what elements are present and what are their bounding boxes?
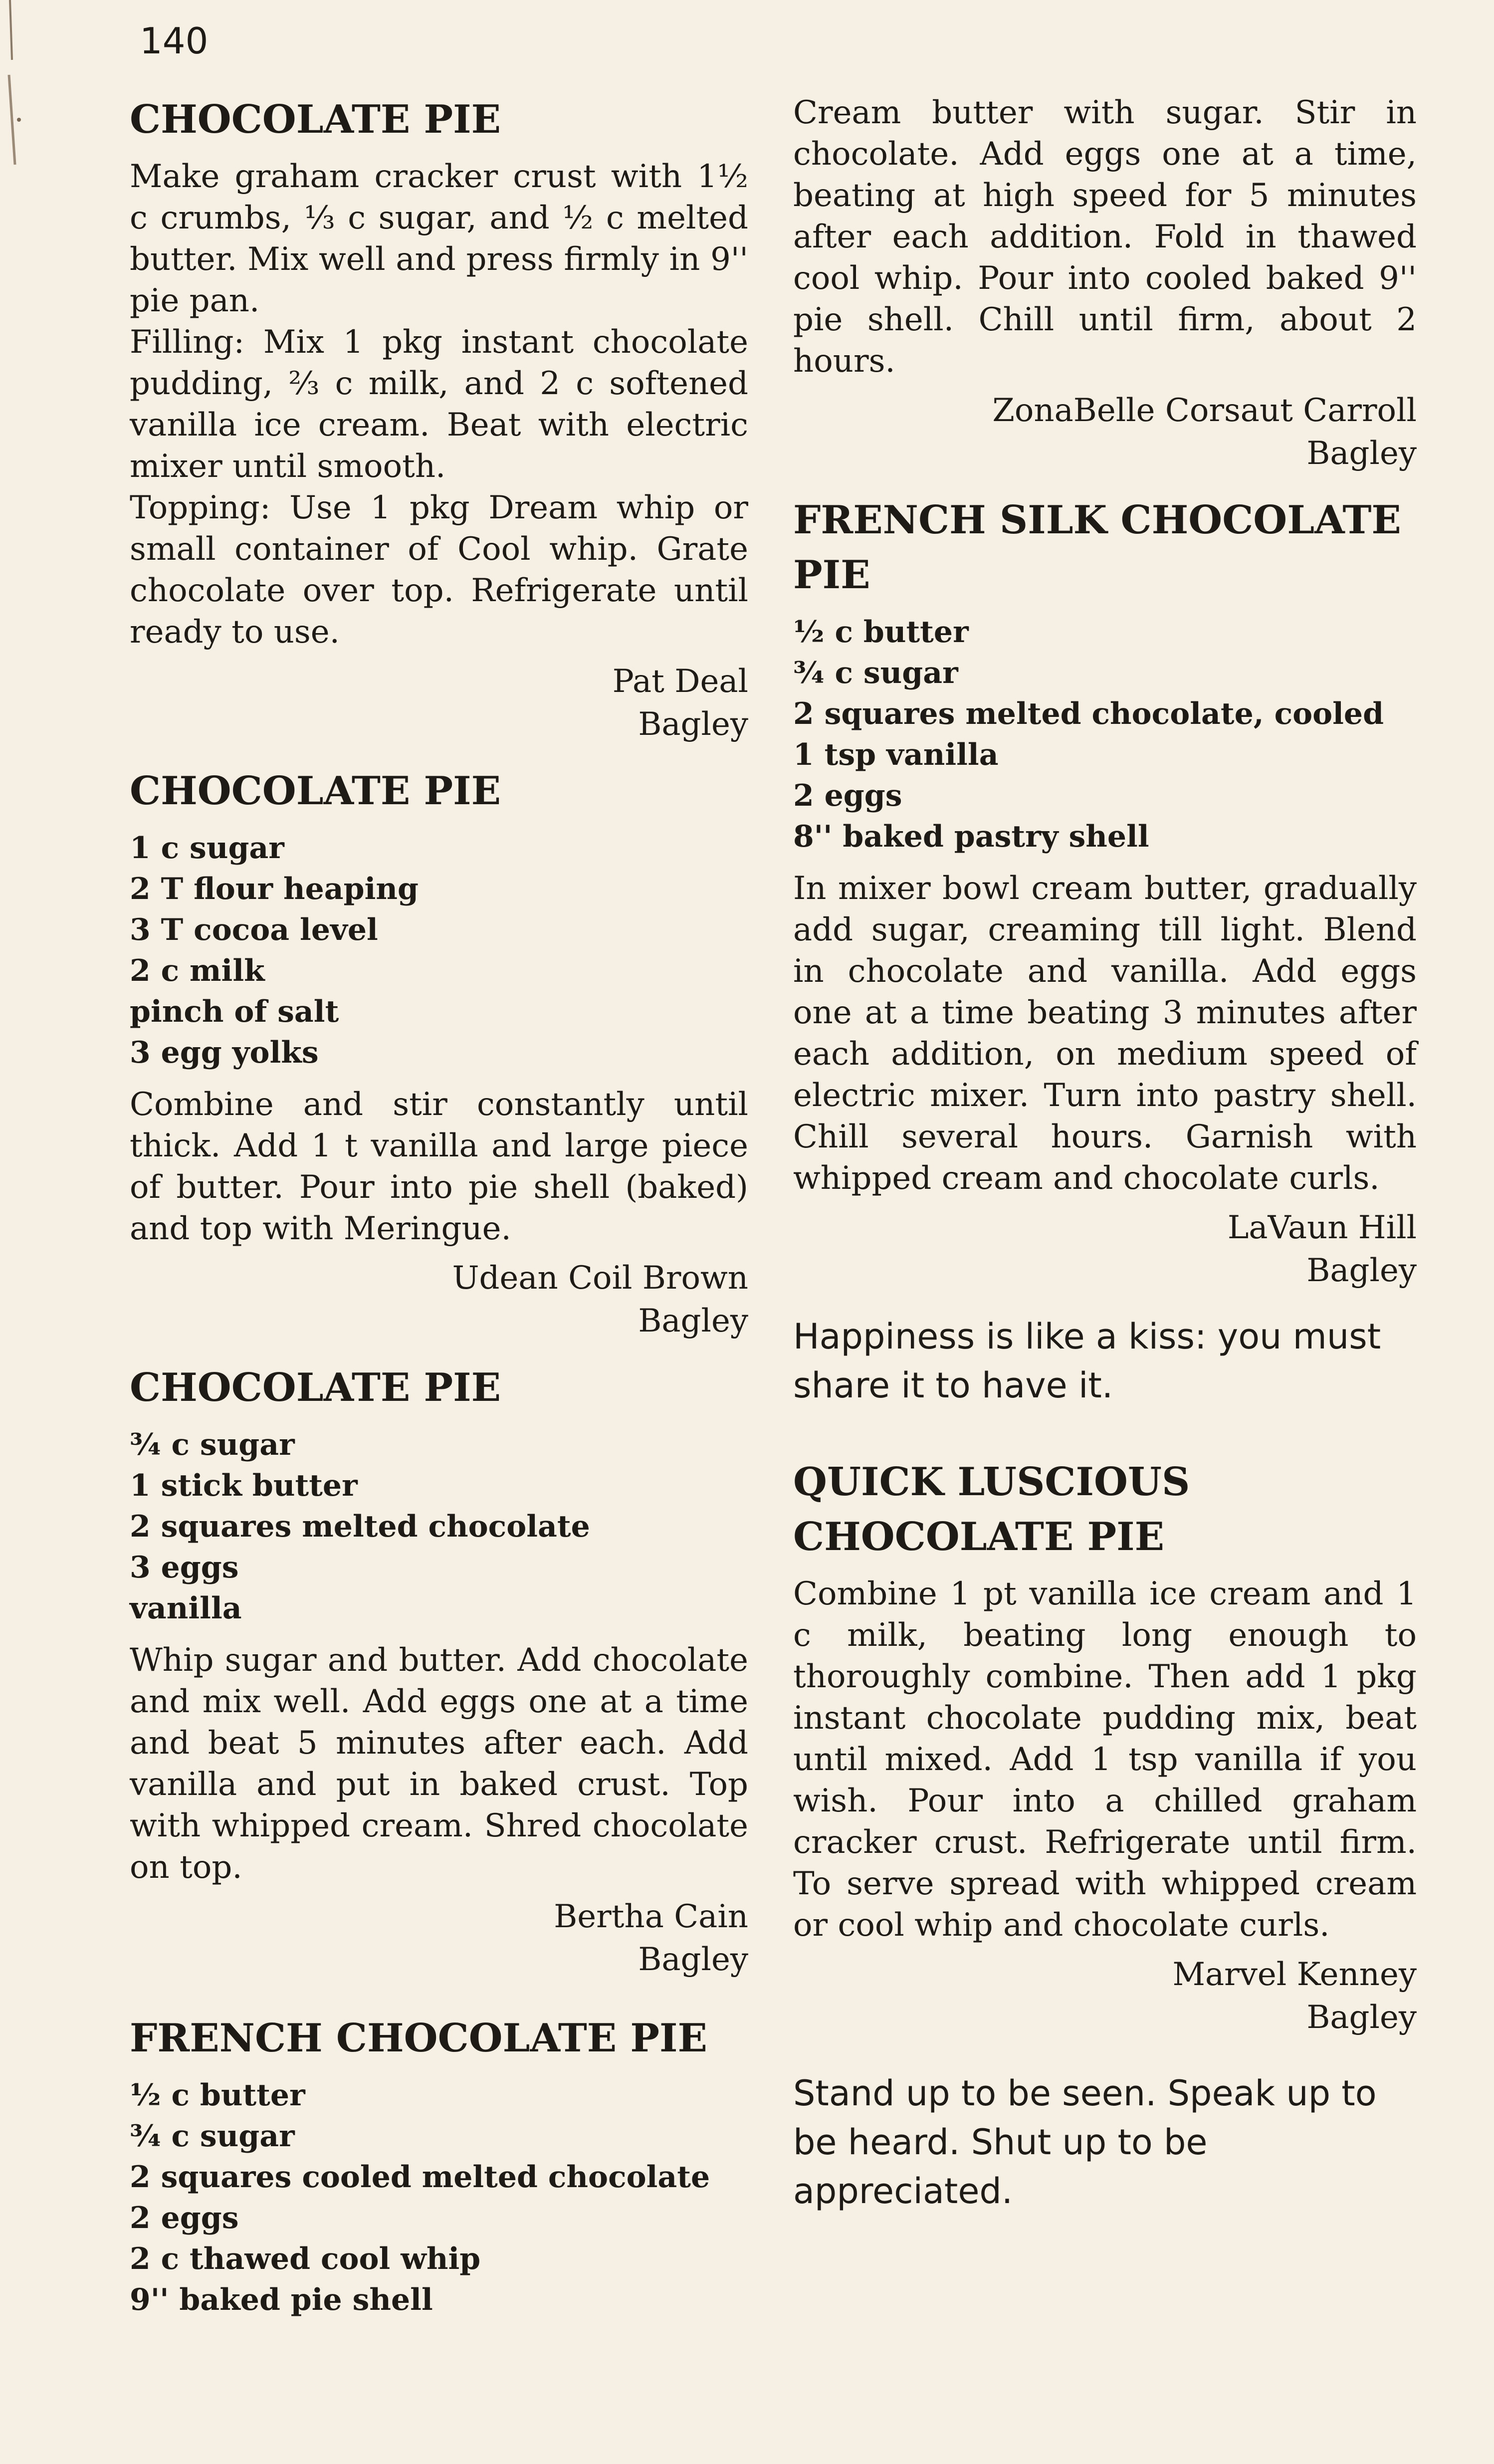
ingredient-list xyxy=(130,1424,748,1629)
author-town: Bagley xyxy=(638,1941,748,1978)
ingredient: 3 eggs xyxy=(130,1550,239,1585)
ingredient: 9'' baked pie shell xyxy=(130,2282,433,2317)
ingredient: 2 eggs xyxy=(793,778,902,813)
ingredient: ½ c butter xyxy=(793,615,969,650)
ingredient: ½ c butter xyxy=(130,2078,305,2113)
recipe-attribution xyxy=(793,1953,1417,2039)
author-name: ZonaBelle Corsaut Carroll xyxy=(992,392,1417,429)
recipe-title: CHOCOLATE PIE xyxy=(130,97,501,142)
ingredient: 3 egg yolks xyxy=(130,1035,319,1070)
recipe-filling-text: Filling: Mix 1 pkg instant chocolate pudding, ⅔ c milk, and 2 c softened vanilla ice cream. Beat with electric mixer until smooth. xyxy=(130,324,748,485)
ingredient-list xyxy=(130,2075,748,2320)
recipe-instructions: Combine 1 pt vanilla ice cream and 1 c milk, beating long enough to thoroughly combine. Then add 1 pkg instant chocolate pudding mix, beat until mixed. Add 1 tsp vanilla if you wish. Pour into a chilled graham cracker crust. Refrigerate until firm. To serve spread with whipped cream or cool whip and chocolate curls. xyxy=(793,1575,1417,1944)
author-name: Bertha Cain xyxy=(554,1898,748,1935)
author-name: LaVaun Hill xyxy=(1227,1209,1417,1246)
ingredient: 1 stick butter xyxy=(130,1468,358,1503)
recipe-chocolate-pie-2 xyxy=(130,764,748,1343)
ingredient: 2 T flour heaping xyxy=(130,872,419,906)
binding-edge-marks xyxy=(0,0,30,165)
author-name: Pat Deal xyxy=(612,663,748,700)
author-name: Marvel Kenney xyxy=(1172,1956,1417,1993)
ingredient: 2 squares melted chocolate, cooled xyxy=(793,696,1384,731)
author-town: Bagley xyxy=(638,1303,748,1340)
recipe-crust-text: Make graham cracker crust with 1½ c crumbs, ⅓ c sugar, and ½ c melted butter. Mix well and press firmly in 9'' pie pan. xyxy=(130,158,748,319)
author-town: Bagley xyxy=(1306,1999,1417,2036)
recipe-title: CHOCOLATE PIE xyxy=(130,768,501,814)
recipe-title: QUICK LUSCIOUS CHOCOLATE PIE xyxy=(793,1459,1190,1560)
author-town: Bagley xyxy=(638,706,748,743)
author-name: Udean Coil Brown xyxy=(452,1260,748,1297)
recipe-attribution xyxy=(130,660,748,746)
recipe-attribution xyxy=(793,1206,1417,1292)
ingredient: 2 squares melted chocolate xyxy=(130,1509,590,1544)
author-town: Bagley xyxy=(1306,435,1417,472)
ingredient: ¾ c sugar xyxy=(130,1427,295,1462)
recipe-instructions: In mixer bowl cream butter, gradually add sugar, creaming till light. Blend in chocolate and vanilla. Add eggs one at a time beating 3 minutes after each addition, on medium speed of electric mixer. Turn into pastry shell. Chill several hours. Garnish with whipped cream and chocolate curls. xyxy=(793,870,1417,1197)
ingredient: vanilla xyxy=(130,1591,242,1626)
recipe-french-silk-chocolate-pie xyxy=(793,493,1417,1292)
quote-stand-up: Stand up to be seen. Speak up to be heard. Shut up to be appreciated. xyxy=(793,2073,1377,2212)
ingredient-list xyxy=(130,828,748,1073)
ingredient: ¾ c sugar xyxy=(130,2119,295,2154)
ingredient: 8'' baked pastry shell xyxy=(793,819,1149,854)
recipe-chocolate-pie-1 xyxy=(130,92,748,746)
ingredient-list xyxy=(793,612,1417,857)
ingredient: pinch of salt xyxy=(130,994,339,1029)
ingredient: 2 c milk xyxy=(130,953,265,988)
left-column xyxy=(130,92,748,2338)
recipe-instructions: Cream butter with sugar. Stir in chocolate. Add eggs one at a time, beating at high speed for 5 minutes after each addition. Fold in thawed cool whip. Pour into cooled baked 9'' pie shell. Chill until firm, about 2 hours. xyxy=(793,94,1417,380)
quote-happiness: Happiness is like a kiss: you must share it to have it. xyxy=(793,1316,1381,1406)
ingredient: 1 c sugar xyxy=(130,831,284,866)
ingredient: 2 eggs xyxy=(130,2201,239,2236)
ingredient: 2 c thawed cool whip xyxy=(130,2241,481,2276)
author-town: Bagley xyxy=(1306,1252,1417,1289)
recipe-title: FRENCH SILK CHOCOLATE PIE xyxy=(793,497,1401,598)
ingredient: 1 tsp vanilla xyxy=(793,737,999,772)
recipe-title: CHOCOLATE PIE xyxy=(130,1365,501,1410)
recipe-attribution xyxy=(793,389,1417,475)
recipe-topping-text: Topping: Use 1 pkg Dream whip or small container of Cool whip. Grate chocolate over top. Refrigerate until ready to use. xyxy=(130,489,748,651)
recipe-attribution xyxy=(130,1895,748,1981)
recipe-quick-luscious-chocolate-pie xyxy=(793,1455,1417,2039)
recipe-title: FRENCH CHOCOLATE PIE xyxy=(130,2016,707,2061)
ingredient: 2 squares cooled melted chocolate xyxy=(130,2160,710,2195)
recipe-instructions: Combine and stir constantly until thick. Add 1 t vanilla and large piece of butter. Pour into pie shell (baked) and top with Meringue. xyxy=(130,1086,748,1247)
ingredient: ¾ c sugar xyxy=(793,656,958,690)
ingredient: 3 T cocoa level xyxy=(130,912,378,947)
recipe-attribution xyxy=(130,1257,748,1343)
recipe-chocolate-pie-3 xyxy=(130,1360,748,1981)
right-column xyxy=(793,92,1417,2216)
recipe-french-chocolate-pie xyxy=(130,2011,748,2320)
page-number: 140 xyxy=(140,20,209,62)
recipe-french-chocolate-pie-continued xyxy=(793,92,1417,475)
recipe-instructions: Whip sugar and butter. Add chocolate and mix well. Add eggs one at a time and beat 5 minutes after each. Add vanilla and put in baked crust. Top with whipped cream. Shred chocolate on top. xyxy=(130,1642,748,1886)
